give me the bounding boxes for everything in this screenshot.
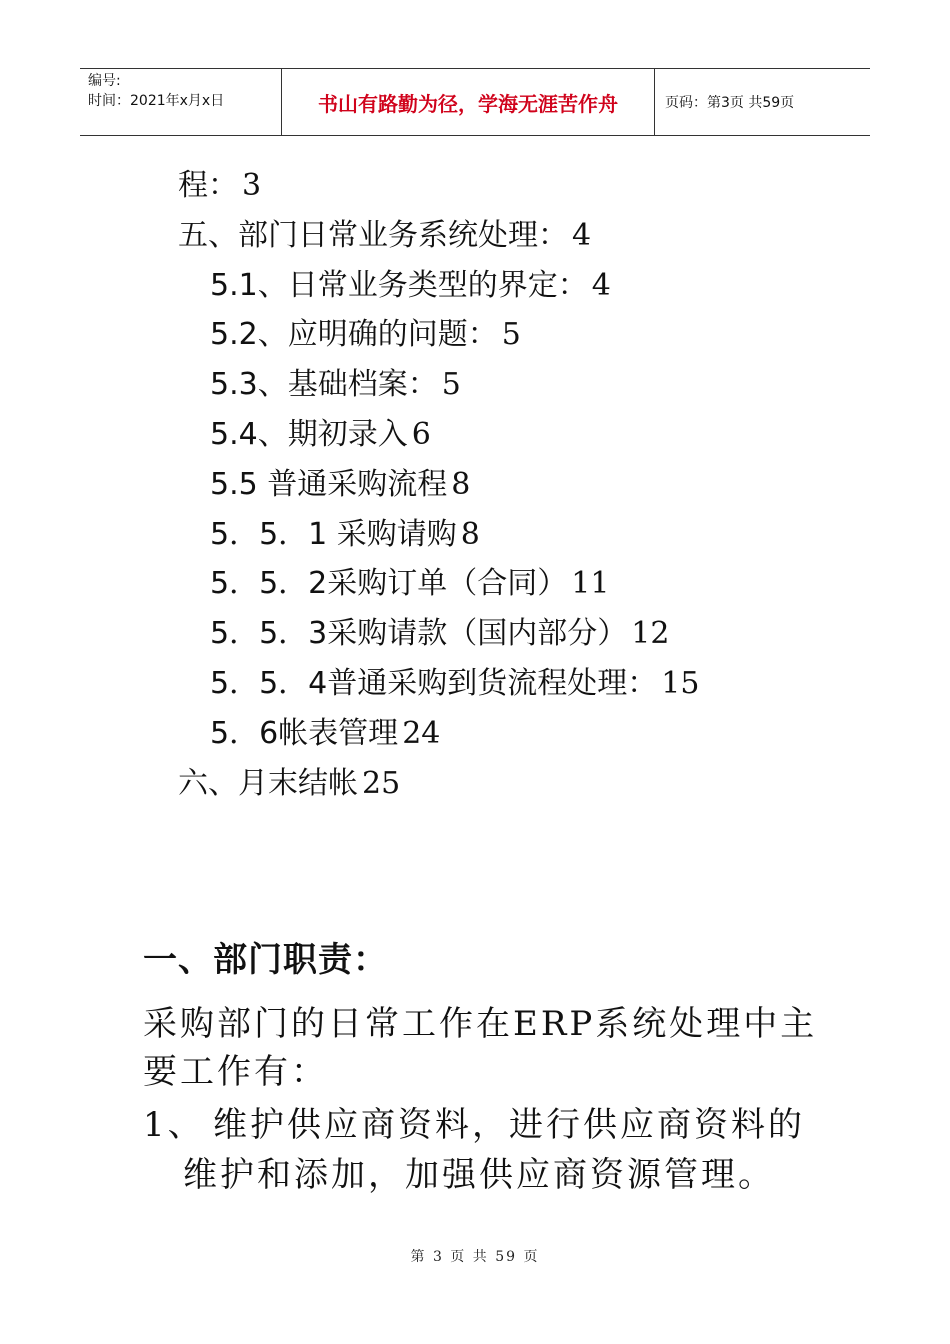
toc-entry-label: 5.2、应明确的问题： (210, 317, 498, 353)
toc-entry-page: 12 (631, 616, 670, 652)
toc-entry-page: 3 (242, 168, 262, 203)
toc-entry-label: 程： (178, 168, 238, 203)
toc-entry-page: 4 (572, 217, 592, 253)
toc-entry-label: 5.5 普通采购流程 (210, 466, 448, 502)
toc-entry-page: 24 (402, 715, 441, 751)
list-item (143, 1100, 823, 1200)
toc-entry-page: 11 (571, 566, 610, 602)
list-item-number: 1、 (143, 1105, 205, 1145)
toc-entry-page: 8 (460, 516, 480, 552)
toc-entry-page: 25 (362, 765, 401, 801)
toc-entry-label: 五、部门日常业务系统处理： (178, 217, 568, 253)
toc-entry-label: 5．5．3采购请款（国内部分） (210, 616, 628, 652)
toc-entry-page: 4 (591, 267, 611, 303)
header-motto: 书山有路勤为径，学海无涯苦作舟 (282, 69, 655, 135)
toc-entry-label: 5．5．1 采购请购 (210, 516, 457, 552)
section-paragraph: 采购部门的日常工作在ERP系统处理中主要工作有： (143, 1004, 818, 1092)
toc-entry-page: 5 (501, 317, 521, 353)
toc-entry-page: 8 (451, 466, 471, 502)
toc-entry-page: 6 (411, 417, 431, 452)
toc-entry-label: 5.1、日常业务类型的界定： (210, 267, 588, 303)
toc-entry-page: 15 (661, 666, 700, 701)
list-item-text: 维护供应商资料，进行供应商资料的维护和添加，加强供应商资源管理。 (183, 1105, 805, 1195)
toc-entry-label: 六、月末结帐 (178, 765, 358, 801)
toc-entry-label: 5．6帐表管理 (210, 715, 399, 751)
section-heading: 一、部门职责： (143, 940, 388, 980)
toc-entry-label: 5．5．2采购订单（合同） (210, 566, 568, 602)
toc-entry-label: 5.3、基础档案： (210, 367, 438, 403)
toc-entry-page: 5 (441, 367, 461, 403)
header-page-info: 页码：第3页 共59页 (665, 95, 795, 111)
header-time-label: 时间：2021年x月x日 (88, 93, 225, 109)
page-footer: 第 3 页 共 59 页 (410, 1249, 540, 1265)
page-header (80, 68, 870, 136)
header-meta (80, 69, 282, 135)
toc-entry-label: 5.4、期初录入 (210, 417, 408, 452)
header-number-label: 编号: (88, 73, 121, 89)
toc-entry-label: 5．5．4普通采购到货流程处理： (210, 666, 658, 701)
